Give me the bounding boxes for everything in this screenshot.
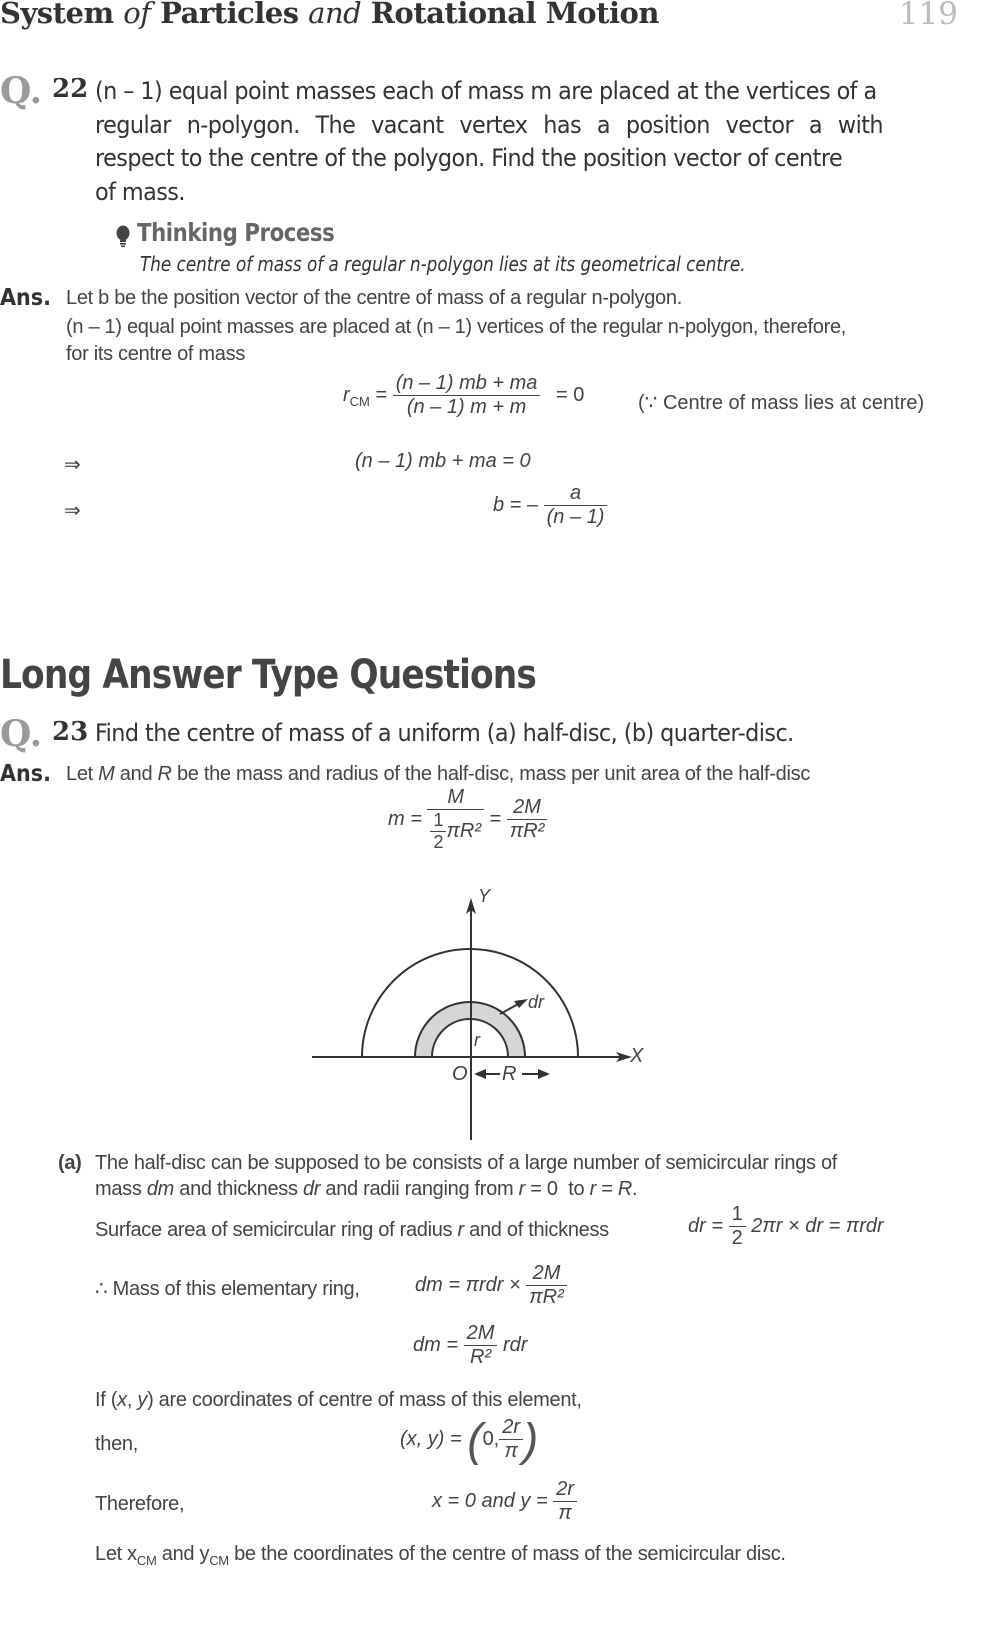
eq-lhs: x = 0 and y =: [432, 1489, 548, 1512]
eq-fraction: [729, 1203, 746, 1250]
eq-rhs: rdr: [502, 1333, 528, 1356]
page-number: 119: [898, 0, 958, 32]
eq-denominator: πR²: [529, 1286, 564, 1308]
equation-mass-per-area: [388, 786, 547, 853]
answer-line: for its centre of mass: [66, 343, 246, 365]
eq-numerator: (n – 1) mb + ma: [393, 372, 541, 396]
eq-equals: =: [489, 807, 502, 830]
lightbulb-icon: [114, 224, 132, 253]
text-fragment: be the coordinates of the centre of mass of the semicircular disc.: [228, 1543, 786, 1565]
eq-numerator: 1: [430, 810, 446, 832]
header-title-word: and: [308, 0, 362, 30]
implies-symbol: ⇒: [64, 500, 81, 522]
surface-area-equation: [688, 1203, 884, 1250]
eq-lhs: (x, y) =: [400, 1427, 462, 1450]
paren-close: ): [523, 1413, 539, 1466]
eq-denominator: (n – 1) m + m: [406, 396, 527, 418]
eq-fraction: [393, 372, 541, 419]
question-line: (n – 1) equal point masses each of mass m are placed at the vertices of a: [95, 77, 877, 105]
answer-line: Let b be the position vector of the centre of mass of a regular n-polygon.: [66, 287, 682, 309]
equation-rcm: [343, 372, 584, 419]
eq-denominator: π: [504, 1440, 518, 1462]
header-title-word: of: [123, 0, 151, 30]
eq-lhs: dm =: [413, 1333, 459, 1356]
question-line: respect to the centre of the polygon. Find the position vector of centre: [95, 144, 843, 172]
surface-area-text: Surface area of semicircular ring of radius r and of thickness: [95, 1219, 609, 1241]
dr-label: dr: [528, 992, 545, 1012]
text-fragment: Let x: [95, 1543, 137, 1565]
question-text: [95, 75, 955, 209]
eq-equals: =: [375, 383, 388, 406]
then-label: then,: [95, 1433, 138, 1455]
eq-denominator: [427, 810, 484, 853]
eq-numerator: 2M: [526, 1262, 567, 1286]
then-equation: [400, 1413, 539, 1466]
part-a-label: (a): [58, 1152, 82, 1174]
part-a-line: The half-disc can be supposed to be consists of a large number of semicircular rings of: [95, 1152, 838, 1174]
eq-numerator: 1: [729, 1203, 746, 1227]
eq-lhs: b = –: [493, 493, 539, 516]
eq-denominator: R²: [469, 1346, 492, 1368]
dm-equation: [413, 1322, 527, 1369]
question-text: Find the centre of mass of a uniform (a) half-disc, (b) quarter-disc.: [95, 719, 794, 747]
eq-numerator: 2M: [464, 1322, 498, 1346]
part-a-line: mass dm and thickness dr and radii ranging from r = 0 to r = R.: [95, 1178, 638, 1200]
eq-rhs: 2πr × dr = πrdr: [751, 1214, 884, 1237]
answer-line: Let M and R be the mass and radius of the half-disc, mass per unit area of the half-disc: [66, 763, 811, 785]
question-line: regular n-polygon. The vacant vertex has a position vector a with: [95, 110, 884, 139]
running-header-title: [0, 0, 659, 30]
question-marker: Q.: [0, 713, 43, 755]
equation-note: (∵ Centre of mass lies at centre): [638, 392, 925, 414]
question-marker: Q.: [0, 70, 43, 112]
implies-symbol: ⇒: [64, 454, 81, 476]
eq-denominator: (n – 1): [546, 506, 605, 528]
answer-label: Ans.: [0, 761, 51, 787]
eq-denominator: π: [558, 1502, 572, 1524]
R-label: R: [502, 1063, 517, 1085]
thinking-process-title: Thinking Process: [137, 218, 335, 247]
eq-numerator: 2r: [553, 1478, 577, 1502]
y-axis-label: Y: [478, 886, 491, 906]
eq-fraction: [427, 786, 484, 853]
question-number: 22: [52, 74, 89, 104]
final-line: [95, 1540, 786, 1575]
eq-numerator: 2M: [507, 796, 548, 820]
part-label: [58, 1149, 82, 1178]
eq-denominator: 2: [433, 832, 444, 852]
header-title-word: Particles: [160, 0, 299, 30]
subscript: CM: [136, 1553, 157, 1568]
eq-lhs: dm = πrdr ×: [415, 1273, 521, 1296]
eq-symbol: r: [343, 383, 350, 406]
eq-numerator: 2r: [499, 1416, 523, 1440]
r-label: r: [474, 1030, 480, 1050]
eq-subscript: CM: [349, 393, 370, 409]
eq-rhs: = 0: [555, 383, 585, 406]
eq-fraction: [553, 1478, 577, 1525]
half-disc-figure: [300, 880, 700, 1145]
text-fragment: and y: [156, 1543, 210, 1565]
eq-lhs: m =: [388, 807, 422, 830]
eq-term: 0,: [482, 1427, 500, 1450]
header-title-word: Rotational Motion: [370, 0, 659, 30]
eq-fraction: [507, 796, 548, 843]
eq-lhs: dr =: [688, 1214, 724, 1237]
eq-term: πR²: [446, 819, 481, 842]
eq-numerator: M: [427, 786, 484, 810]
header-title-word: System: [0, 0, 114, 30]
eq-denominator: 2: [731, 1227, 743, 1249]
eq-fraction: [526, 1262, 567, 1309]
equation-3: [493, 482, 607, 529]
answer-line: (n – 1) equal point masses are placed at (n – 1) vertices of the regular n-polygon, therefore,: [66, 316, 847, 338]
question-line: of mass.: [95, 177, 185, 206]
coords-text: If (x, y) are coordinates of centre of mass of this element,: [95, 1389, 582, 1411]
subscript: CM: [209, 1553, 229, 1568]
mass-ring-text: ∴ Mass of this elementary ring,: [95, 1278, 360, 1300]
eq-fraction: [544, 482, 608, 529]
paren-open: (: [467, 1413, 483, 1466]
therefore-label: Therefore,: [95, 1493, 185, 1515]
origin-label: O: [452, 1063, 468, 1085]
therefore-equation: [432, 1478, 577, 1525]
eq-denominator: πR²: [509, 820, 545, 842]
answer-label: Ans.: [0, 285, 51, 311]
question-number: 23: [52, 717, 89, 747]
equation-2: (n – 1) mb + ma = 0: [355, 450, 531, 472]
eq-fraction: [499, 1416, 523, 1463]
eq-fraction: [464, 1322, 498, 1369]
x-axis-label: X: [630, 1045, 644, 1067]
half-disc-diagram: [300, 880, 700, 1145]
mass-ring-equation: [415, 1262, 567, 1309]
eq-numerator: a: [544, 482, 608, 506]
thinking-process-text: The centre of mass of a regular n-polygon lies at its geometrical centre.: [140, 252, 746, 276]
section-title: Long Answer Type Questions: [0, 652, 537, 698]
